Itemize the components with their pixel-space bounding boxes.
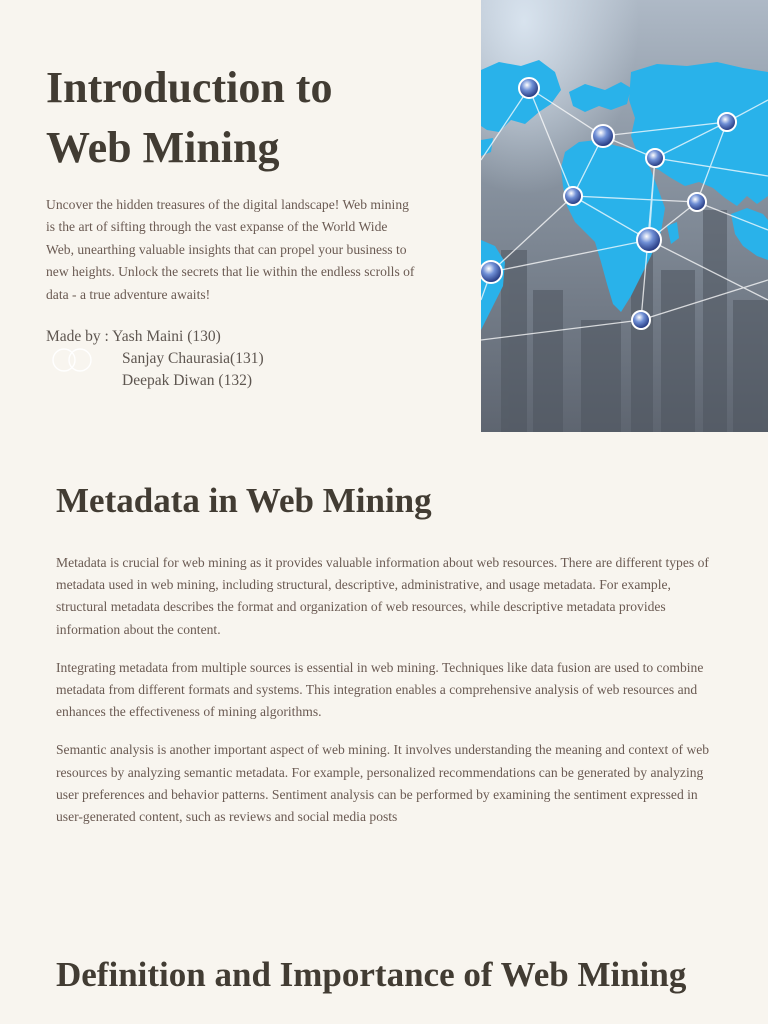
author-name: Yash Maini (130) <box>112 328 221 345</box>
title-slide <box>0 0 768 432</box>
author-name: Deepak Diwan (132) <box>122 372 252 389</box>
definition-section <box>56 954 716 996</box>
page-title <box>46 58 466 178</box>
title-line-2: Web Mining <box>46 123 280 172</box>
paragraph: Metadata is crucial for web mining as it provides valuable information about web resources. There are different types of metadata used in web mining, including structural, descriptive, administrative, and usage metadata. For example, structural metadata describes the format and organization of web resources, while descriptive metadata provides information about the content. <box>56 555 709 637</box>
paragraph: Semantic analysis is another important aspect of web mining. It involves understanding the meaning and context of web resources by analyzing semantic metadata. For example, personalized recommendations can be generated by analyzing user preferences and behavior patterns. Sentiment analysis can be performed by examining the sentiment expressed in user-generated content, such as reviews and social media posts <box>56 742 710 825</box>
author-name: Sanjay Chaurasia(131) <box>122 350 264 367</box>
title-line-1: Introduction to <box>46 63 333 112</box>
credits-line-1 <box>46 326 264 348</box>
credits-prefix: Made by : <box>46 328 113 345</box>
world-network-map-image <box>481 0 768 432</box>
world-network-map-icon <box>481 0 768 432</box>
credits-line-3 <box>46 370 264 392</box>
credits-line-2 <box>46 348 264 370</box>
section-heading: Definition and Importance of Web Mining <box>56 955 687 994</box>
intro-paragraph: Uncover the hidden treasures of the digital landscape! Web mining is the art of sifting through the vast expanse of the World Wide Web, unearthing valuable insights that can propel your business to new heights. Unlock the secrets that lie within the endless scrolls of data - a true adventure awaits! <box>46 197 415 302</box>
author-credits <box>46 326 264 392</box>
section-body <box>56 552 716 828</box>
metadata-section <box>56 480 716 844</box>
section-heading: Metadata in Web Mining <box>56 481 432 520</box>
paragraph: Integrating metadata from multiple sources is essential in web mining. Techniques like data fusion are used to combine metadata from different formats and systems. This integration enables a comprehensive analysis of web resources and enhances the effectiveness of mining algorithms. <box>56 659 704 720</box>
